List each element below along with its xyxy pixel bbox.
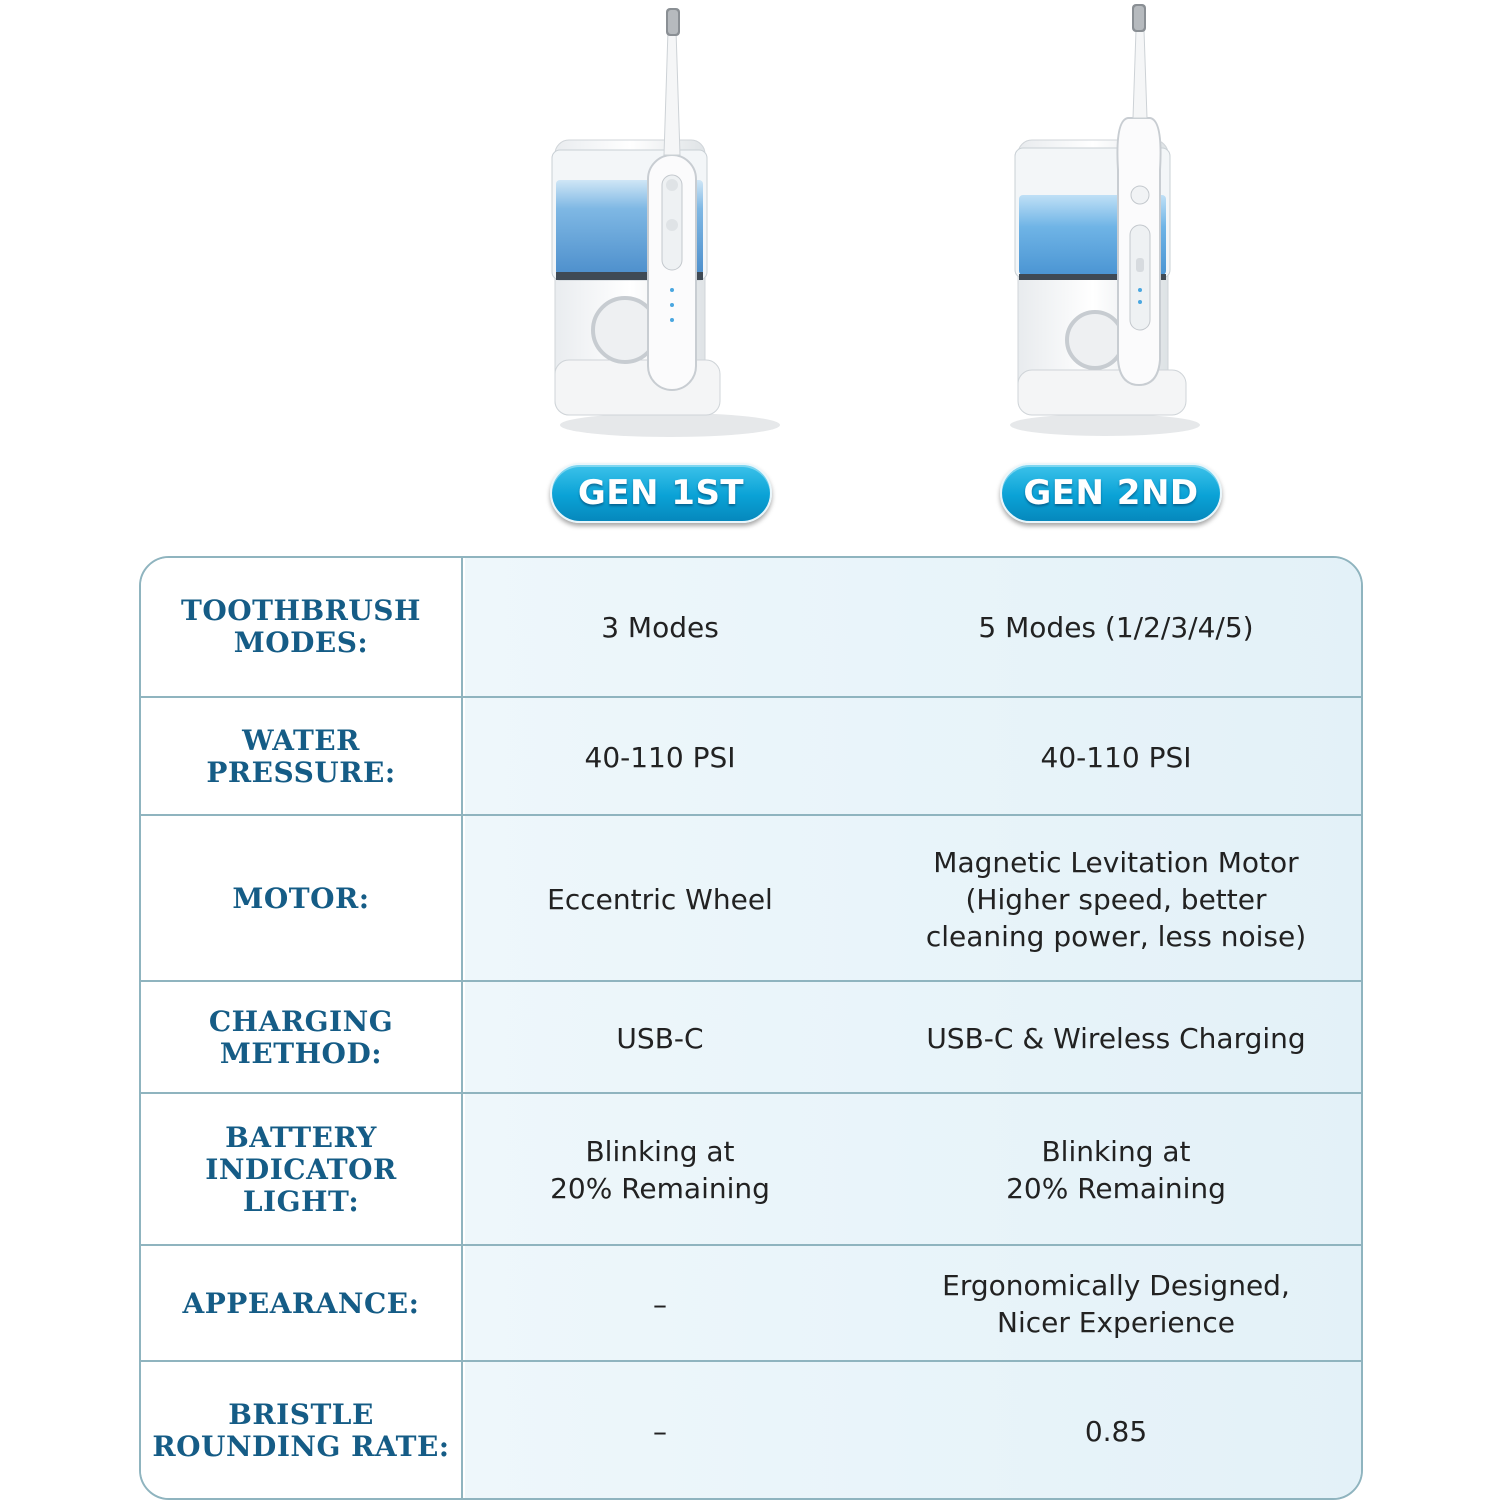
gen1-value: Eccentric Wheel xyxy=(547,882,773,916)
row-values xyxy=(465,698,1361,816)
gen2-value: Blinking at 20% Remaining xyxy=(1006,1135,1226,1205)
gen1-value: – xyxy=(653,1287,667,1321)
gen2-value: 40-110 PSI xyxy=(1040,740,1192,774)
table-row-bristle-rounding xyxy=(141,1360,1361,1500)
table-row-motor xyxy=(141,814,1361,982)
table-row-battery-indicator xyxy=(141,1092,1361,1246)
toothbrush-water-flosser-icon xyxy=(540,0,800,450)
gen2-value: Magnetic Levitation Motor (Higher speed, better cleaning power, less noise) xyxy=(925,845,1307,953)
row-values xyxy=(465,558,1361,696)
gen2-value: Ergonomically Designed, Nicer Experience xyxy=(942,1269,1290,1339)
gen2-badge: GEN 2ND xyxy=(1000,463,1222,523)
comparison-table xyxy=(139,556,1363,1500)
gen2-value: USB-C & Wireless Charging xyxy=(926,1021,1306,1055)
gen1-badge: GEN 1ST xyxy=(550,463,772,523)
gen1-value: Blinking at 20% Remaining xyxy=(550,1135,770,1205)
gen2-value: 5 Modes (1/2/3/4/5) xyxy=(978,610,1254,644)
gen1-value: 3 Modes xyxy=(601,610,719,644)
row-label: TOOTHBRUSH MODES: xyxy=(141,558,463,696)
table-row-appearance xyxy=(141,1244,1361,1362)
gen1-value: 40-110 PSI xyxy=(584,740,736,774)
row-values xyxy=(465,1362,1361,1500)
row-values xyxy=(465,982,1361,1094)
table-row-charging-method xyxy=(141,980,1361,1094)
row-values xyxy=(465,816,1361,982)
row-label: BRISTLE ROUNDING RATE: xyxy=(141,1362,463,1500)
table-row-toothbrush-modes xyxy=(141,558,1361,696)
row-values xyxy=(465,1246,1361,1362)
gen1-product-image xyxy=(540,0,800,450)
toothbrush-water-flosser-icon xyxy=(1000,0,1220,450)
gen1-value: – xyxy=(653,1414,667,1448)
row-values xyxy=(465,1094,1361,1246)
row-label: MOTOR: xyxy=(141,816,463,982)
row-label: BATTERY INDICATOR LIGHT: xyxy=(141,1094,463,1246)
row-label: WATER PRESSURE: xyxy=(141,698,463,816)
row-label: CHARGING METHOD: xyxy=(141,982,463,1094)
row-label: APPEARANCE: xyxy=(141,1246,463,1362)
table-row-water-pressure xyxy=(141,696,1361,816)
gen2-product-image xyxy=(1000,0,1220,450)
gen2-value: 0.85 xyxy=(1084,1414,1148,1448)
gen1-value: USB-C xyxy=(616,1021,704,1055)
